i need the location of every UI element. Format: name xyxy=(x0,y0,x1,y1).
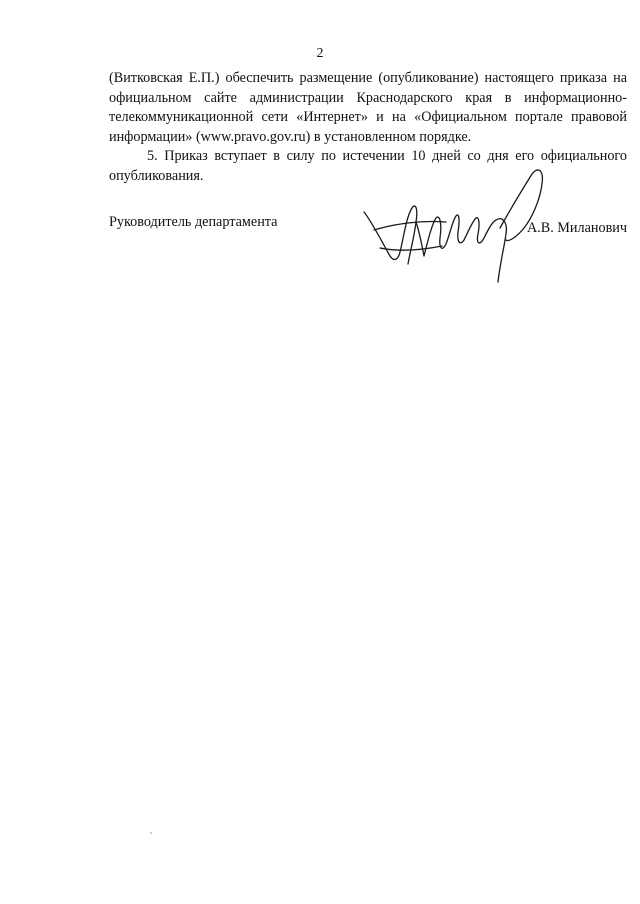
signature-block xyxy=(109,214,627,238)
paragraph-publication: (Витковская Е.П.) обеспечить размещение (опубликование) настоящего приказа на официальном сайте администрации Краснодарского края в информационно-телекоммуникационной сети «Интернет» и на «Официальном портале правовой информации» (www.pravo.gov.ru) в установленном порядке. xyxy=(109,70,627,145)
signer-title: Руководитель департамента xyxy=(109,214,278,230)
page-number: 2 xyxy=(316,46,324,61)
scan-artifact xyxy=(150,832,152,834)
signer-name: А.В. Миланович xyxy=(526,220,627,236)
paragraph-item-5: 5. Приказ вступает в силу по истечении 10 дней со дня его официального опубликования. xyxy=(109,148,627,184)
